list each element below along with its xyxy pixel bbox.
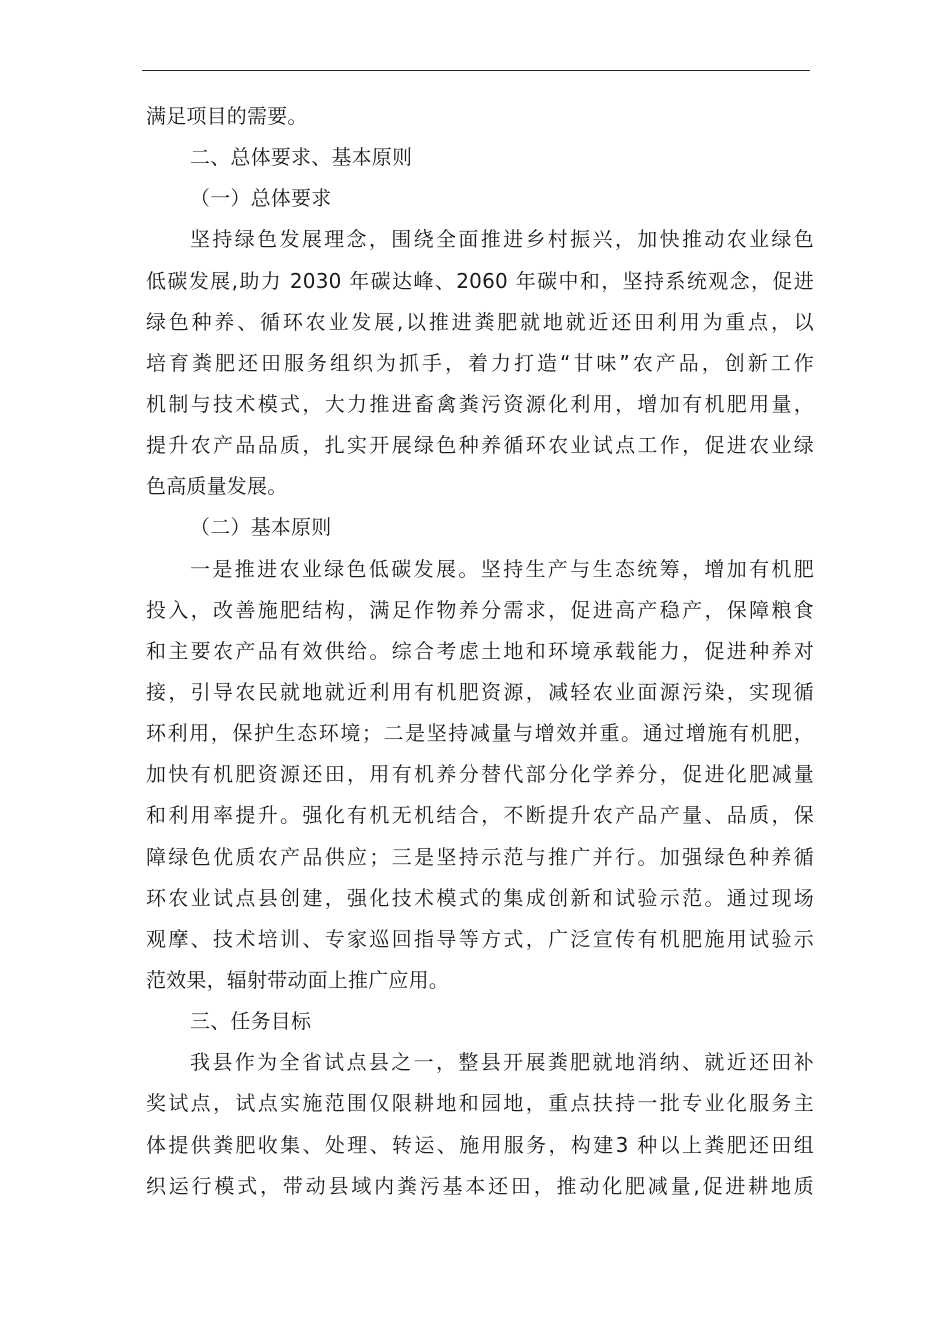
section-heading: 三、任务目标 (190, 1009, 312, 1034)
subsection-heading: （一）总体要求 (190, 186, 332, 211)
section-heading: 二、总体要求、基本原则 (190, 145, 413, 170)
paragraph-line: 观摩、技术培训、专家巡回指导等方式，广泛宣传有机肥施用试验示 (146, 926, 814, 951)
paragraph-line: 环农业试点县创建，强化技术模式的集成创新和试验示范。通过现场 (146, 885, 814, 910)
paragraph-line: 提升农产品品质，扎实开展绿色种养循环农业试点工作，促进农业绿 (146, 433, 814, 458)
paragraph-line: 体提供粪肥收集、处理、转运、施用服务，构建3 种以上粪肥还田组 (146, 1132, 814, 1157)
paragraph-line: 培育粪肥还田服务组织为抓手，着力打造“甘味”农产品，创新工作 (146, 350, 814, 375)
paragraph-line: 坚持绿色发展理念，围绕全面推进乡村振兴，加快推动农业绿色 (190, 227, 814, 252)
paragraph-line: 和主要农产品有效供给。综合考虑土地和环境承载能力，促进种养对 (146, 638, 814, 663)
paragraph-line: 接，引导农民就地就近利用有机肥资源，减轻农业面源污染，实现循 (146, 679, 814, 704)
document-body (146, 96, 814, 1207)
paragraph-line: 一是推进农业绿色低碳发展。坚持生产与生态统筹，增加有机肥 (190, 556, 814, 581)
paragraph-line: 和利用率提升。强化有机无机结合，不断提升农产品产量、品质，保 (146, 803, 814, 828)
paragraph-line: 范效果，辐射带动面上推广应用。 (146, 967, 449, 992)
paragraph-line: 机制与技术模式，大力推进畜禽粪污资源化利用，增加有机肥用量， (146, 391, 814, 416)
header-rule (142, 70, 810, 71)
paragraph-line: 加快有机肥资源还田，用有机养分替代部分化学养分，促进化肥减量 (146, 762, 814, 787)
paragraph-line: 我县作为全省试点县之一，整县开展粪肥就地消纳、就近还田补 (190, 1050, 814, 1075)
subsection-heading: （二）基本原则 (190, 515, 332, 540)
paragraph-line: 障绿色优质农产品供应；三是坚持示范与推广并行。加强绿色种养循 (146, 844, 814, 869)
paragraph-line: 绿色种养、循环农业发展,以推进粪肥就地就近还田利用为重点，以 (146, 309, 814, 334)
paragraph-line: 满足项目的需要。 (146, 104, 308, 128)
paragraph-line: 奖试点，试点实施范围仅限耕地和园地，重点扶持一批专业化服务主 (146, 1091, 814, 1116)
paragraph-line: 投入，改善施肥结构，满足作物养分需求，促进高产稳产，保障粮食 (146, 597, 814, 622)
paragraph-line: 色高质量发展。 (146, 474, 288, 499)
paragraph-line: 环利用，保护生态环境；二是坚持减量与增效并重。通过增施有机肥， (146, 721, 814, 746)
paragraph-line: 低碳发展,助力 2030 年碳达峰、2060 年碳中和，坚持系统观念，促进 (146, 268, 814, 293)
paragraph-line: 织运行模式，带动县域内粪污基本还田，推动化肥减量,促进耕地质 (146, 1173, 814, 1198)
